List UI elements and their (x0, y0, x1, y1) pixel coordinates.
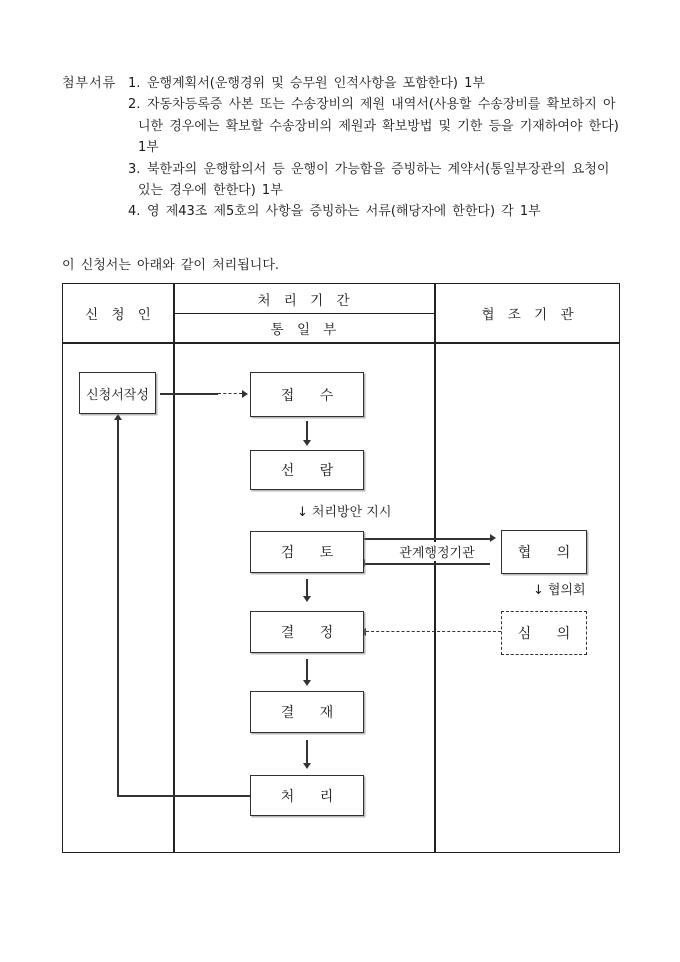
arrow-examine-to-consult (364, 538, 490, 540)
column-divider-left (173, 284, 175, 852)
attachment-number: 1. (128, 76, 141, 91)
attachment-text: 1부 (138, 140, 159, 156)
processing-directive-text: 처리방안 지시 (311, 505, 392, 520)
attachment-line (62, 180, 619, 201)
attachment-text: 니한 경우에는 확보할 수송장비의 제원과 확보방법 및 기한 등을 기재하여야 한다) (138, 118, 619, 134)
attachment-line (62, 137, 619, 158)
label-processing-directive (297, 501, 391, 520)
attachment-text: 자동차등록증 사본 또는 수송장비의 제원 내역서(사용할 수송장비를 확보하지 아 (147, 97, 616, 113)
flow-arrow-decision-to-approval (306, 659, 308, 680)
attachment-text: 운행계획서(운행경위 및 승무원 인적사항을 포함한다) 1부 (147, 76, 485, 91)
down-arrow-icon: ↓ (533, 583, 544, 598)
flow-box-approval: 결 재 (250, 691, 364, 733)
feedback-line-vertical (117, 420, 119, 796)
intro-sentence: 이 신청서는 아래와 같이 처리됩니다. (62, 258, 280, 273)
flow-arrow-examine-to-decision (306, 579, 308, 596)
header-cooperating-agency: 협 조 기 관 (481, 307, 574, 323)
attachment-number: 4. (128, 204, 141, 220)
attachment-number: 2. (128, 97, 141, 113)
arrow-consult-to-examine (365, 563, 490, 565)
attachment-line (62, 73, 619, 94)
flow-box-processing: 처 리 (250, 775, 364, 816)
attachment-line (62, 201, 619, 222)
arrow-draft-to-receipt-solid (160, 393, 218, 395)
flow-box-decision: 결 정 (250, 611, 364, 653)
flow-arrow-receipt-to-review (306, 421, 308, 440)
council-text: 협의회 (547, 583, 586, 598)
arrow-draft-to-receipt-dashed (218, 393, 242, 394)
flow-arrow-approval-to-process (306, 740, 308, 763)
attachment-line (62, 116, 619, 137)
header-processing-period: 처 리 기 간 (257, 292, 350, 309)
flow-box-preliminary-review: 선 람 (250, 450, 364, 490)
attachment-number: 3. (128, 161, 141, 177)
attachment-list (62, 73, 619, 223)
header-bottom-line (63, 342, 619, 344)
flow-box-consultation: 협 의 (501, 530, 587, 574)
attachment-text: 북한과의 운행합의서 등 운행이 가능함을 증빙하는 계약서(통일부장관의 요청이 (147, 161, 610, 177)
down-arrow-icon: ↓ (297, 505, 308, 520)
flow-box-deliberation: 심 의 (501, 611, 587, 655)
arrow-deliberation-to-decision (366, 631, 501, 632)
header-applicant: 신 청 인 (85, 307, 151, 323)
column-divider-right (434, 284, 436, 852)
label-council (533, 579, 586, 598)
attachment-line (62, 94, 619, 115)
attachment-text: 영 제43조 제5호의 사항을 증빙하는 서류(해당자에 한한다) 각 1부 (147, 204, 541, 220)
attachment-text: 있는 경우에 한한다) 1부 (138, 183, 283, 199)
process-flow-table (62, 283, 620, 853)
header-ministry-of-unification: 통 일 부 (270, 321, 337, 338)
flow-box-examination: 검 토 (250, 531, 364, 573)
feedback-line-horizontal (117, 795, 250, 797)
label-related-administrative-agency: 관계행정기관 (389, 542, 485, 561)
attachments-heading: 첨부서류 (62, 76, 117, 91)
attachment-line (62, 159, 619, 180)
flow-box-draft-application: 신청서작성 (79, 372, 156, 414)
flow-box-receipt: 접 수 (250, 372, 364, 417)
